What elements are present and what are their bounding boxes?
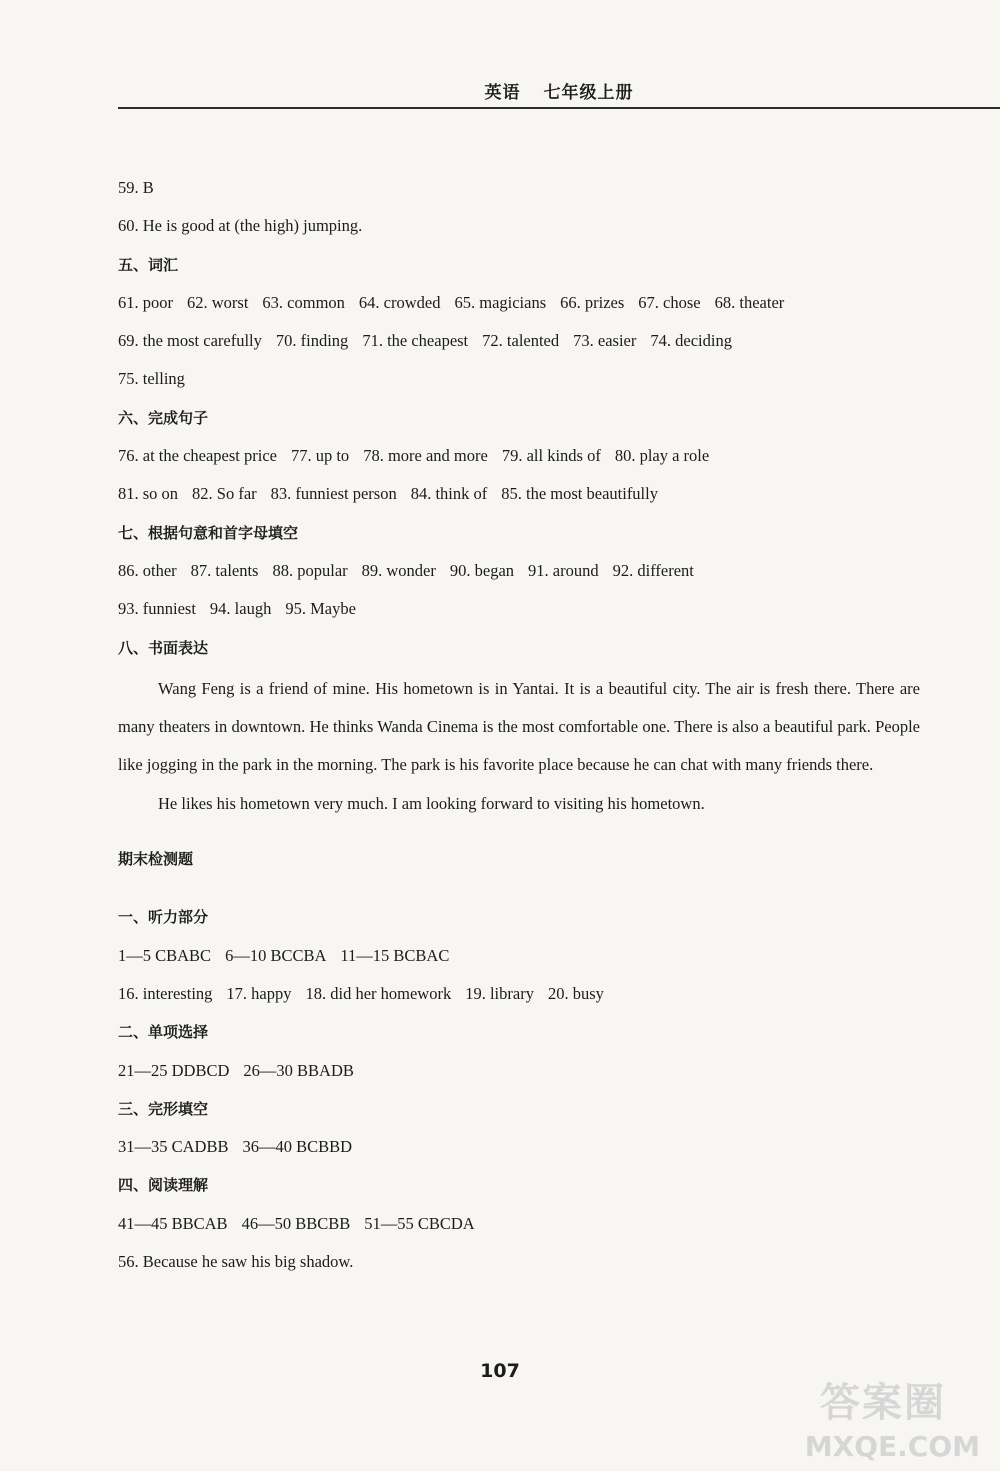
answer-item: 94. laugh <box>209 599 272 619</box>
answer-lines-section <box>118 172 920 670</box>
answer-item: 95. Maybe <box>285 599 356 619</box>
header-rule <box>118 107 1000 109</box>
answer-item: 46—50 BBCBB <box>241 1213 351 1233</box>
answer-item: 36—40 BCBBD <box>242 1137 353 1157</box>
answer-line <box>118 1208 920 1246</box>
answer-item: 81. so on <box>118 484 179 504</box>
section-heading: 八、书面表达 <box>118 638 209 657</box>
answer-item: 1—5 CBABC <box>118 945 212 965</box>
answer-item: 16. interesting <box>118 983 213 1003</box>
answer-item: 41—45 BBCAB <box>118 1213 228 1233</box>
essay-paragraph: Wang Feng is a friend of mine. His hometown is in Yantai. It is a beautiful city. The air is fresh there. There are many theaters in downtown. He thinks Wanda Cinema is the most comfortable one. There is also a beautiful park. People like jogging in the park in the morning. The park is his favorite place because he can chat with many friends there. <box>118 678 920 775</box>
section-heading: 七、根据句意和首字母填空 <box>118 523 299 542</box>
watermark-logo: 答案圈 <box>820 1380 946 1426</box>
essay-paragraph: He likes his hometown very much. I am looking forward to visiting his hometown. <box>158 793 705 813</box>
section-heading: 三、完形填空 <box>118 1099 209 1118</box>
answer-item: 64. crowded <box>358 292 441 312</box>
answer-item: 86. other <box>118 560 177 580</box>
section-heading: 五、词汇 <box>118 255 179 274</box>
section-heading: 一、听力部分 <box>118 908 209 927</box>
answer-item: 17. happy <box>226 983 292 1003</box>
answer-line <box>118 978 920 1016</box>
answer-item: 51—55 CBCDA <box>364 1213 475 1233</box>
section-heading: 四、阅读理解 <box>118 1176 209 1195</box>
answer-item: 76. at the cheapest price <box>118 446 277 466</box>
essay-block <box>118 670 920 823</box>
answer-item: 84. think of <box>410 484 488 504</box>
answer-item: 65. magicians <box>454 292 547 312</box>
answer-item: 91. around <box>528 560 599 580</box>
answer-line <box>118 287 920 325</box>
answer-item: 60. He is good at (the high) jumping. <box>118 216 363 236</box>
answer-item: 78. more and more <box>363 446 488 466</box>
answer-line <box>118 940 920 978</box>
page-number: 107 <box>480 1360 520 1382</box>
final-exam-title: 期末检测题 <box>118 850 194 869</box>
answer-item: 82. So far <box>192 484 257 504</box>
answer-item: 85. the most beautifully <box>501 484 658 504</box>
answer-item: 69. the most carefully <box>118 331 262 351</box>
answer-line <box>118 478 920 516</box>
answer-item: 21—25 DDBCD <box>118 1060 230 1080</box>
answer-item: 75. telling <box>118 369 185 389</box>
answer-line <box>118 325 920 363</box>
answer-item: 66. prizes <box>560 292 625 312</box>
answer-content <box>118 172 920 1284</box>
header-grade: 七年级上册 <box>543 83 634 103</box>
answer-item: 63. common <box>262 292 345 312</box>
answer-item: 87. talents <box>190 560 259 580</box>
answer-item: 61. poor <box>118 292 173 312</box>
section-heading: 二、单项选择 <box>118 1023 209 1042</box>
answer-item: 73. easier <box>573 331 637 351</box>
answer-line <box>118 363 920 401</box>
answer-line <box>118 1055 920 1093</box>
answer-line <box>118 210 920 248</box>
header-subject: 英语 <box>484 83 521 103</box>
answer-item: 71. the cheapest <box>362 331 469 351</box>
page-header <box>118 78 1000 108</box>
answer-item: 88. popular <box>272 560 348 580</box>
section-heading: 六、完成句子 <box>118 408 209 427</box>
answer-item: 72. talented <box>482 331 560 351</box>
answer-line <box>118 1131 920 1169</box>
answer-item: 19. library <box>465 983 534 1003</box>
answer-line <box>118 172 920 210</box>
answer-item: 83. funniest person <box>270 484 397 504</box>
answer-item: 74. deciding <box>650 331 732 351</box>
answer-item: 89. wonder <box>361 560 436 580</box>
answer-item: 59. B <box>118 178 154 197</box>
answer-item: 93. funniest <box>118 599 196 619</box>
answer-item: 18. did her homework <box>305 983 452 1003</box>
answer-item: 26—30 BBADB <box>243 1060 354 1080</box>
answer-item: 80. play a role <box>614 446 710 466</box>
answer-line <box>118 1246 920 1284</box>
answer-item: 62. worst <box>187 292 249 312</box>
answer-item: 11—15 BCBAC <box>340 945 450 965</box>
answer-item: 92. different <box>612 560 694 580</box>
answer-item: 68. theater <box>714 292 785 312</box>
answer-item: 56. Because he saw his big shadow. <box>118 1252 354 1272</box>
answer-item: 77. up to <box>290 446 350 466</box>
answer-item: 70. finding <box>275 331 349 351</box>
answer-line <box>118 555 920 593</box>
answer-line <box>118 440 920 478</box>
answer-item: 20. busy <box>547 983 604 1003</box>
answer-item: 90. began <box>449 560 515 580</box>
answer-item: 67. chose <box>638 292 701 312</box>
watermark-url: MXQE.COM <box>804 1430 980 1463</box>
answer-item: 6—10 BCCBA <box>225 945 327 965</box>
answer-line <box>118 593 920 631</box>
final-exam-answers <box>118 901 920 1284</box>
answer-item: 79. all kinds of <box>501 446 601 466</box>
answer-item: 31—35 CADBB <box>118 1137 229 1157</box>
